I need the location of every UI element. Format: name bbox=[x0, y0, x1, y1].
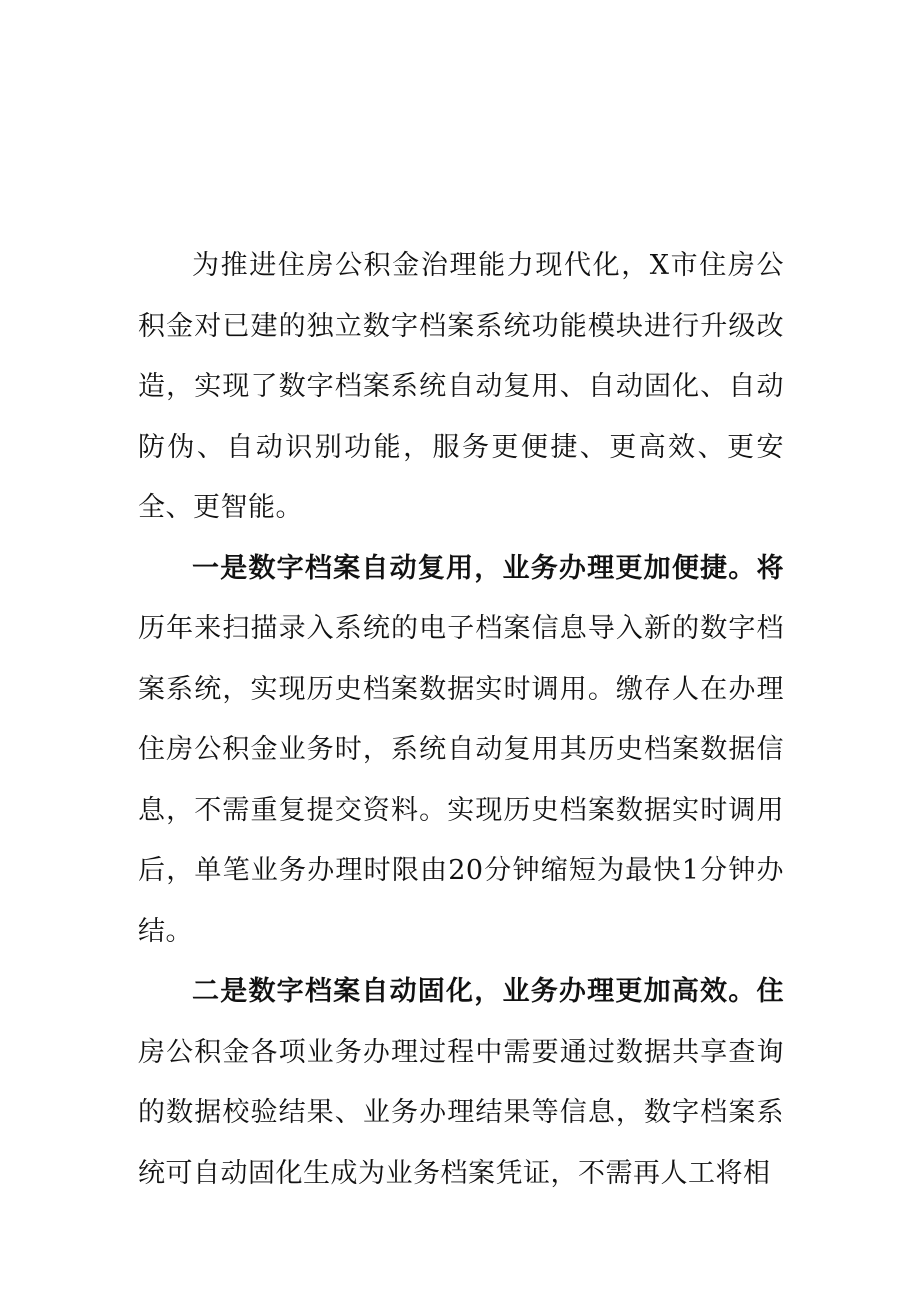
paragraph-point-one bbox=[138, 539, 784, 963]
paragraph-lead: 二是数字档案自动固化，业务办理更加高效。住 bbox=[192, 976, 784, 1007]
paragraph-lead: 一是数字档案自动复用，业务办理更加便捷。将 bbox=[192, 552, 784, 584]
paragraph-point-two bbox=[138, 962, 784, 1204]
paragraph-text: 历年来扫描录入系统的电子档案信息导入新的数字档案系统，实现历史档案数据实时调用。缴存人在办理住房公积金业务时，系统自动复用其历史档案数据信息，不需重复提交资料。实现历史档案数据实时调用后，单笔业务办理时限由20分钟缩短为最快1分钟办结。 bbox=[138, 613, 784, 947]
paragraph-text: 为推进住房公积金治理能力现代化，X市住房公积金对已建的独立数字档案系统功能模块进行升级改造，实现了数字档案系统自动复用、自动固化、自动防伪、自动识别功能，服务更便捷、更高效、更安全、更智能。 bbox=[138, 250, 784, 523]
paragraph-intro bbox=[138, 236, 784, 539]
paragraph-text: 房公积金各项业务办理过程中需要通过数据共享查询的数据校验结果、业务办理结果等信息，数字档案系统可自动固化生成为业务档案凭证，不需再人工将相 bbox=[138, 1036, 784, 1189]
document-body bbox=[138, 236, 784, 1204]
